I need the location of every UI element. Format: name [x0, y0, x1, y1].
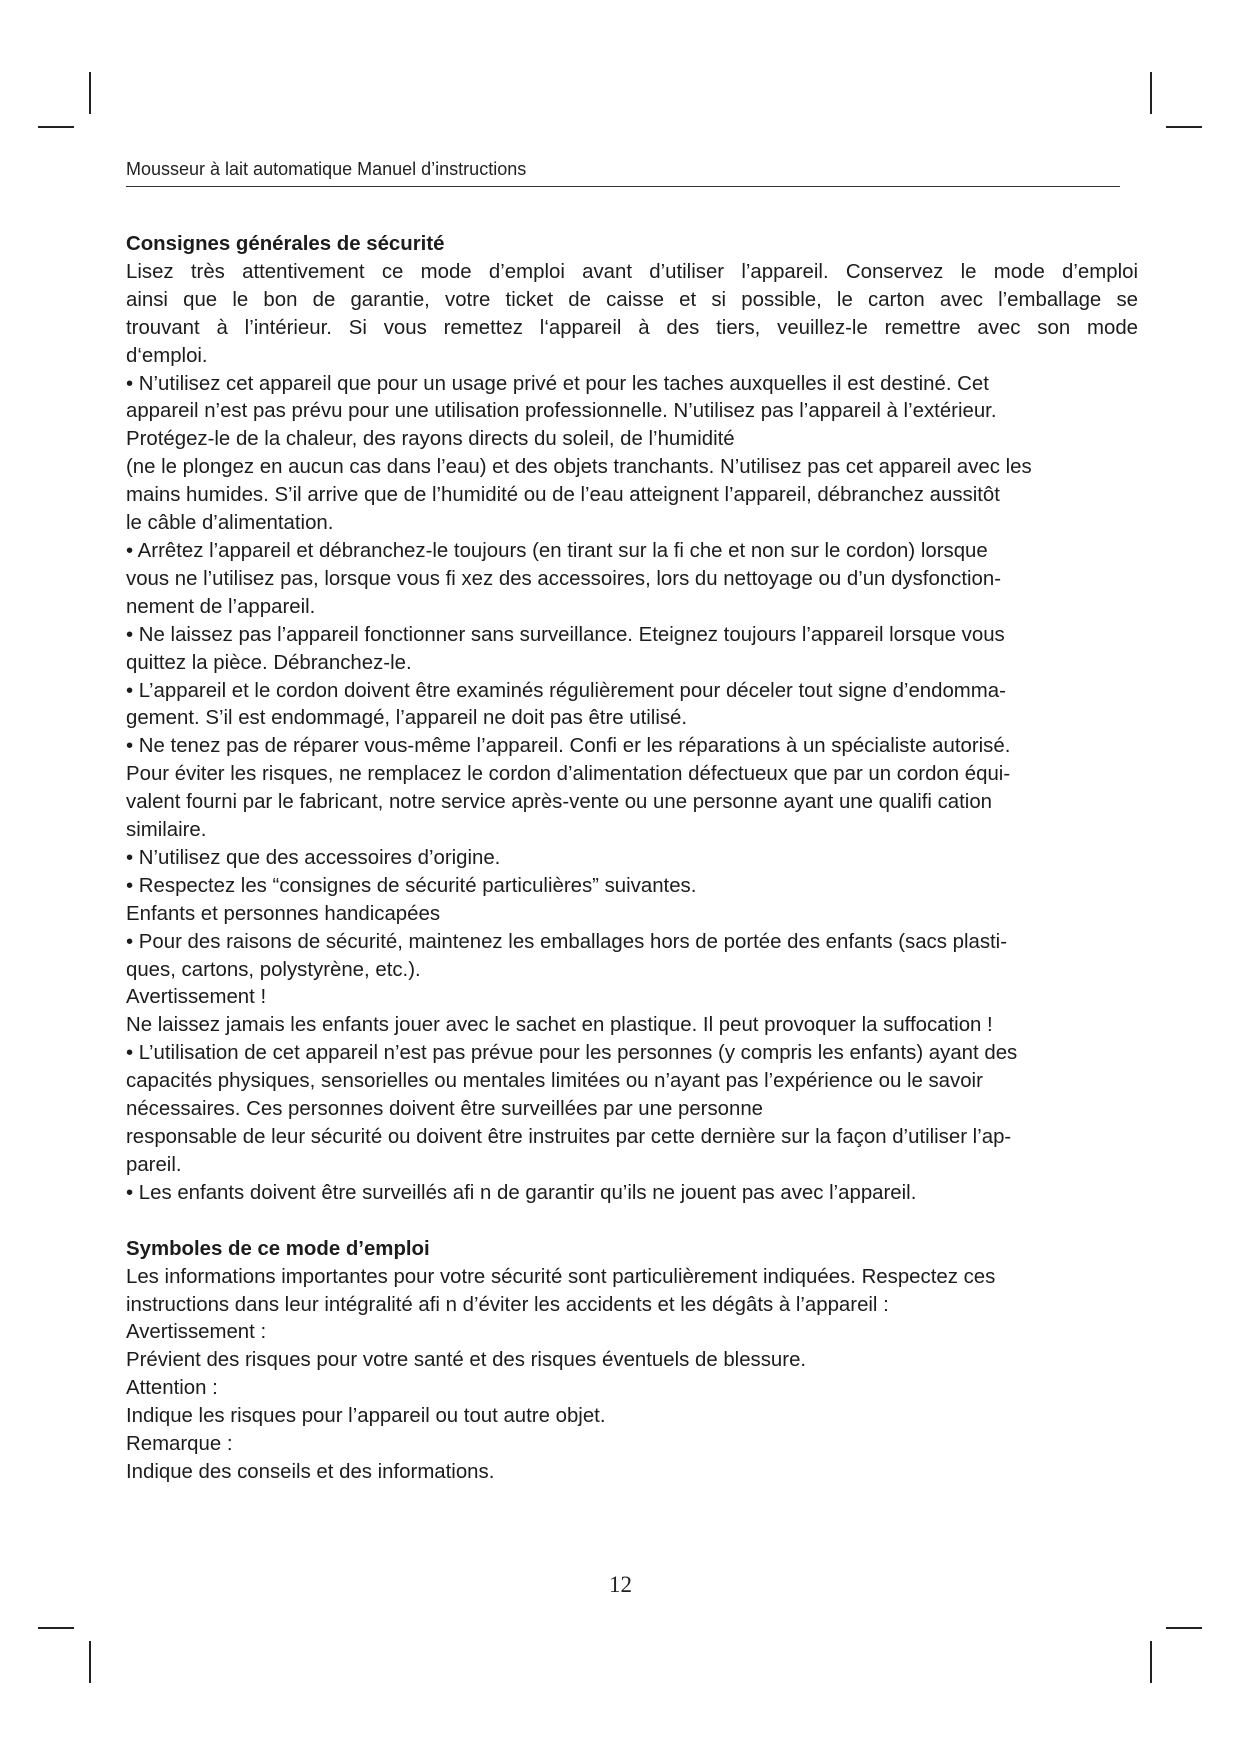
- crop-mark-top-right-vertical: [1150, 72, 1152, 114]
- safety-bullet-line: • N’utilisez que des accessoires d’origine.: [126, 846, 501, 869]
- safety-bullet-line: • N’utilisez cet appareil que pour un usage privé et pour les taches auxquelles il est destiné. Cet: [126, 372, 989, 395]
- safety-line: d‘emploi.: [126, 344, 208, 367]
- safety-bullet-line: • Ne laissez pas l’appareil fonctionner sans surveillance. Eteignez toujours l’appareil lorsque vous: [126, 623, 1005, 646]
- safety-line: appareil n’est pas prévu pour une utilisation professionnelle. N’utilisez pas l’appareil à l’extérieur.: [126, 400, 997, 423]
- crop-mark-top-left-vertical: [89, 72, 91, 114]
- safety-bullet-line: • L’appareil et le cordon doivent être examinés régulièrement pour déceler tout signe d’endomma-: [126, 679, 1006, 702]
- safety-bullet-line: • Les enfants doivent être surveillés afi n de garantir qu’ils ne jouent pas avec l’appareil.: [126, 1181, 917, 1204]
- safety-line: gement. S’il est endommagé, l’appareil ne doit pas être utilisé.: [126, 707, 688, 730]
- symbols-heading: Symboles de ce mode d’emploi: [126, 1237, 430, 1260]
- crop-mark-bottom-left-horizontal: [38, 1627, 74, 1629]
- symbols-line: instructions dans leur intégralité afi n d’éviter les accidents et les dégâts à l’appareil :: [126, 1293, 889, 1316]
- crop-mark-bottom-right-horizontal: [1166, 1627, 1202, 1629]
- safety-bullet-line: • Arrêtez l’appareil et débranchez-le toujours (en tirant sur la fi che et non sur le cordon) lorsque: [126, 539, 988, 562]
- safety-line: trouvant à l’intérieur. Si vous remettez l‘appareil à des tiers, veuillez-le remettre avec son mode: [126, 316, 1138, 339]
- safety-line: Protégez-le de la chaleur, des rayons directs du soleil, de l’humidité: [126, 428, 735, 451]
- crop-mark-top-left-horizontal: [38, 126, 74, 128]
- note-label: Remarque :: [126, 1433, 233, 1456]
- crop-mark-bottom-right-vertical: [1150, 1641, 1152, 1683]
- symbols-line: Prévient des risques pour votre santé et des risques éventuels de blessure.: [126, 1349, 807, 1372]
- page-body: [126, 231, 1138, 1487]
- safety-bullet-line: • Ne tenez pas de réparer vous-même l’appareil. Confi er les réparations à un spécialiste autorisé.: [126, 735, 1011, 758]
- running-header: Mousseur à lait automatique Manuel d’instructions: [126, 159, 527, 179]
- symbols-line: Les informations importantes pour votre sécurité sont particulièrement indiquées. Respectez ces: [126, 1265, 996, 1288]
- safety-bullet-line: • L’utilisation de cet appareil n’est pas prévue pour les personnes (y compris les enfants) ayant des: [126, 1042, 1018, 1065]
- safety-bullet-line: • Respectez les “consignes de sécurité particulières” suivantes.: [126, 874, 697, 897]
- safety-line: ainsi que le bon de garantie, votre ticket de caisse et si possible, le carton avec l’emballage se: [126, 288, 1138, 311]
- section-spacer: [126, 1208, 1138, 1236]
- safety-line: ques, cartons, polystyrène, etc.).: [126, 958, 421, 981]
- safety-line: nécessaires. Ces personnes doivent être surveillées par une personne: [126, 1098, 764, 1121]
- warning-label: Avertissement !: [126, 986, 267, 1009]
- header-rule: [126, 186, 1120, 187]
- safety-line: le câble d’alimentation.: [126, 512, 334, 535]
- symbols-line: Indique les risques pour l’appareil ou tout autre objet.: [126, 1405, 606, 1428]
- safety-bullet-line: • Pour des raisons de sécurité, maintenez les emballages hors de portée des enfants (sacs plasti-: [126, 930, 1007, 953]
- safety-line: mains humides. S’il arrive que de l’humidité ou de l’eau atteignent l’appareil, débranchez aussitôt: [126, 484, 1000, 507]
- page-number: 12: [609, 1572, 632, 1597]
- safety-line: Pour éviter les risques, ne remplacez le cordon d’alimentation défectueux que par un cordon équi-: [126, 763, 1011, 786]
- safety-line: Ne laissez jamais les enfants jouer avec le sachet en plastique. Il peut provoquer la suffocation !: [126, 1014, 993, 1037]
- safety-line: quittez la pièce. Débranchez-le.: [126, 651, 412, 674]
- attention-label: Attention :: [126, 1377, 218, 1400]
- warning-label: Avertissement :: [126, 1321, 267, 1344]
- safety-line: similaire.: [126, 819, 207, 842]
- safety-line: (ne le plongez en aucun cas dans l’eau) et des objets tranchants. N’utilisez pas cet appareil avec les: [126, 456, 1032, 479]
- safety-line: nement de l’appareil.: [126, 595, 316, 618]
- symbols-line: Indique des conseils et des informations.: [126, 1460, 495, 1483]
- safety-line: responsable de leur sécurité ou doivent être instruites par cette dernière sur la façon d’utiliser l’ap-: [126, 1126, 1012, 1148]
- safety-line: pareil.: [126, 1153, 182, 1176]
- safety-line: Lisez très attentivement ce mode d’emploi avant d’utiliser l’appareil. Conservez le mode d’emploi: [126, 260, 1138, 283]
- crop-mark-top-right-horizontal: [1166, 126, 1202, 128]
- crop-mark-bottom-left-vertical: [89, 1641, 91, 1683]
- safety-line: vous ne l’utilisez pas, lorsque vous fi xez des accessoires, lors du nettoyage ou d’un dysfonction-: [126, 567, 1002, 590]
- safety-line: capacités physiques, sensorielles ou mentales limitées ou n’ayant pas l’expérience ou le savoir: [126, 1070, 983, 1093]
- safety-subheading: Enfants et personnes handicapées: [126, 902, 441, 925]
- safety-line: valent fourni par le fabricant, notre service après-vente ou une personne ayant une qualifi cation: [126, 791, 993, 814]
- safety-heading: Consignes générales de sécurité: [126, 233, 445, 255]
